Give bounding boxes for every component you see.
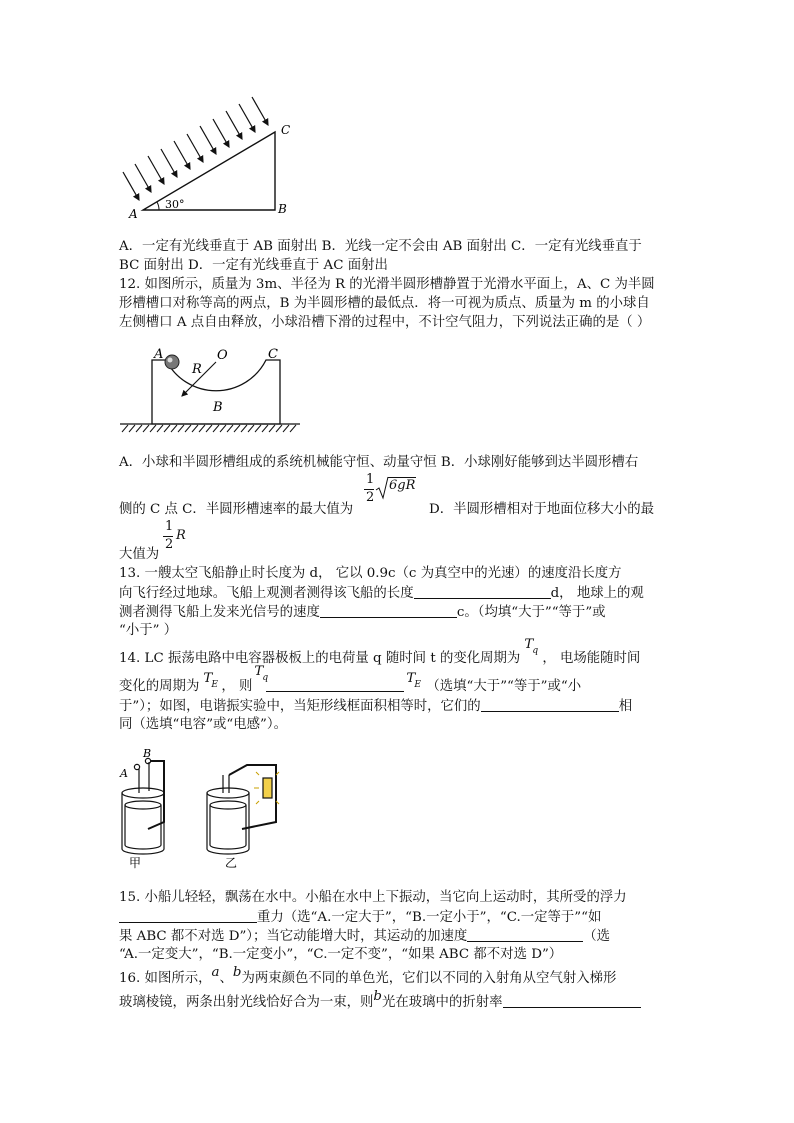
- apparatus-yi: [207, 765, 279, 854]
- apparatus-label-b: B: [143, 747, 152, 760]
- q15-answer-blank-2[interactable]: [467, 927, 583, 942]
- frac2-denominator: 2: [165, 537, 174, 552]
- q12-stem-line-3: 左侧槽口 A 点自由释放，小球沿槽下滑的过程中，不计空气阻力，下列说法正确的是（ ）: [119, 315, 651, 330]
- prism-angle-label: 30°: [165, 198, 185, 211]
- q14-line-4: 同（选填“电容”或“电感”）。: [119, 717, 287, 732]
- trough-label-o: O: [217, 348, 228, 363]
- trough-label-c: C: [268, 347, 278, 362]
- bulb: [263, 778, 272, 798]
- q12-stem-line-2: 形槽槽口对称等高的两点，B 为半圆形槽的最低点．将一可视为质点、质量为 m 的小球自: [119, 296, 650, 311]
- q12-stem-line-1: 12. 如图所示，质量为 3m、半径为 R 的光滑半圆形槽静置于光滑水平面上，A、C 为半圆: [119, 277, 655, 292]
- q13-line-2: 向飞行经过地球。飞船上观测者测得该飞船的长度 d， 地球上的观: [119, 586, 644, 601]
- frac1-denominator: 2: [366, 490, 375, 505]
- q15-line-2: 重力（选“A.一定大于”，“B.一定小于”，“C.一定等于”“如: [119, 908, 601, 927]
- trough-figure: [120, 342, 300, 438]
- q11-options-line-1: A．一定有光线垂直于 AB 面射出 B．光线一定不会由 AB 面射出 C．一定有光线垂直于: [119, 239, 642, 254]
- prism-ray-figure: [115, 92, 305, 222]
- q16-line-1: 16. 如图所示，a、b为两束颜色不同的单色光，它们以不同的入射角从空气射入梯形: [119, 965, 617, 986]
- sqrt-sign: [375, 476, 389, 500]
- prism-label-b: B: [278, 202, 287, 216]
- q12-option-line-2b: D．半圆形槽相对于地面位移大小的最: [429, 502, 654, 517]
- apparatus-jia: [122, 758, 164, 854]
- sqrt-expression: 6gR: [389, 478, 416, 493]
- frac2-numerator: 1: [165, 519, 174, 534]
- q15-line-3: 果 ABC 都不对选 D”）；当它动能增大时，其运动的加速度 （选: [119, 929, 611, 944]
- q14-answer-blank-2[interactable]: [481, 697, 619, 712]
- prism-triangle: [143, 132, 275, 210]
- q14-line-2: 变化的周期为 T E ， 则 T q T E （选填“大于”“等于”或“小: [119, 664, 582, 694]
- q13-line-4: “小于” ）: [119, 623, 178, 638]
- q14-answer-blank-1[interactable]: [266, 677, 404, 692]
- q12-option-line-1: A．小球和半圆形槽组成的系统机械能守恒、动量守恒 B．小球刚好能够到达半圆形槽右: [119, 455, 639, 470]
- q15-line-4: “A.一定变大”，“B.一定变小”，“C.一定不变”，“如果 ABC 都不对选 D”）: [119, 947, 563, 962]
- trough-label-b: B: [213, 400, 223, 415]
- q16-line-2: 玻璃棱镜，两条出射光线恰好合为一束，则b光在玻璃中的折射率: [119, 993, 641, 1012]
- prism-label-c: C: [281, 123, 291, 137]
- q11-options-line-2: BC 面射出 D．一定有光线垂直于 AC 面射出: [119, 258, 388, 273]
- prism-label-a: A: [129, 207, 138, 221]
- frac2-variable: R: [176, 528, 186, 543]
- q15-line-1: 15. 小船儿轻轻，飘荡在水中。小船在水中上下振动，当它向上运动时，其所受的浮力: [119, 890, 627, 905]
- q13-line-3: 测者测得飞船上发来光信号的速度 c。（均填“大于”“等于”或: [119, 605, 606, 620]
- trough-label-a: A: [154, 347, 164, 362]
- q15-answer-blank-1[interactable]: [119, 908, 257, 923]
- q13-answer-blank-1[interactable]: [414, 584, 551, 599]
- apparatus-label-jia: 甲: [129, 856, 142, 870]
- q16-answer-blank[interactable]: [503, 993, 641, 1008]
- q14-line-3: 于”）；如图，电谐振实验中，当矩形线框面积相等时，它们的 相: [119, 699, 633, 714]
- trough-label-r: R: [192, 362, 202, 377]
- frac1-numerator: 1: [366, 472, 375, 487]
- q12-option-line-2a: 侧的 C 点 C．半圆形槽速率的最大值为: [119, 502, 354, 517]
- apparatus-label-yi: 乙: [225, 856, 238, 870]
- ball: [165, 355, 179, 369]
- q13-line-1: 13. 一艘太空飞船静止时长度为 d， 它以 0.9c（c 为真空中的光速）的速度沿长度方: [119, 566, 622, 581]
- q14-line-1: 14. LC 振荡电路中电容器极板上的电荷量 q 随时间 t 的变化周期为 T q ， 电场能随时间: [119, 637, 641, 666]
- q12-option-line-3: 大值为: [119, 547, 160, 562]
- apparatus-label-a: A: [120, 767, 128, 780]
- q13-answer-blank-2[interactable]: [320, 603, 457, 618]
- resonance-figure: [112, 745, 302, 870]
